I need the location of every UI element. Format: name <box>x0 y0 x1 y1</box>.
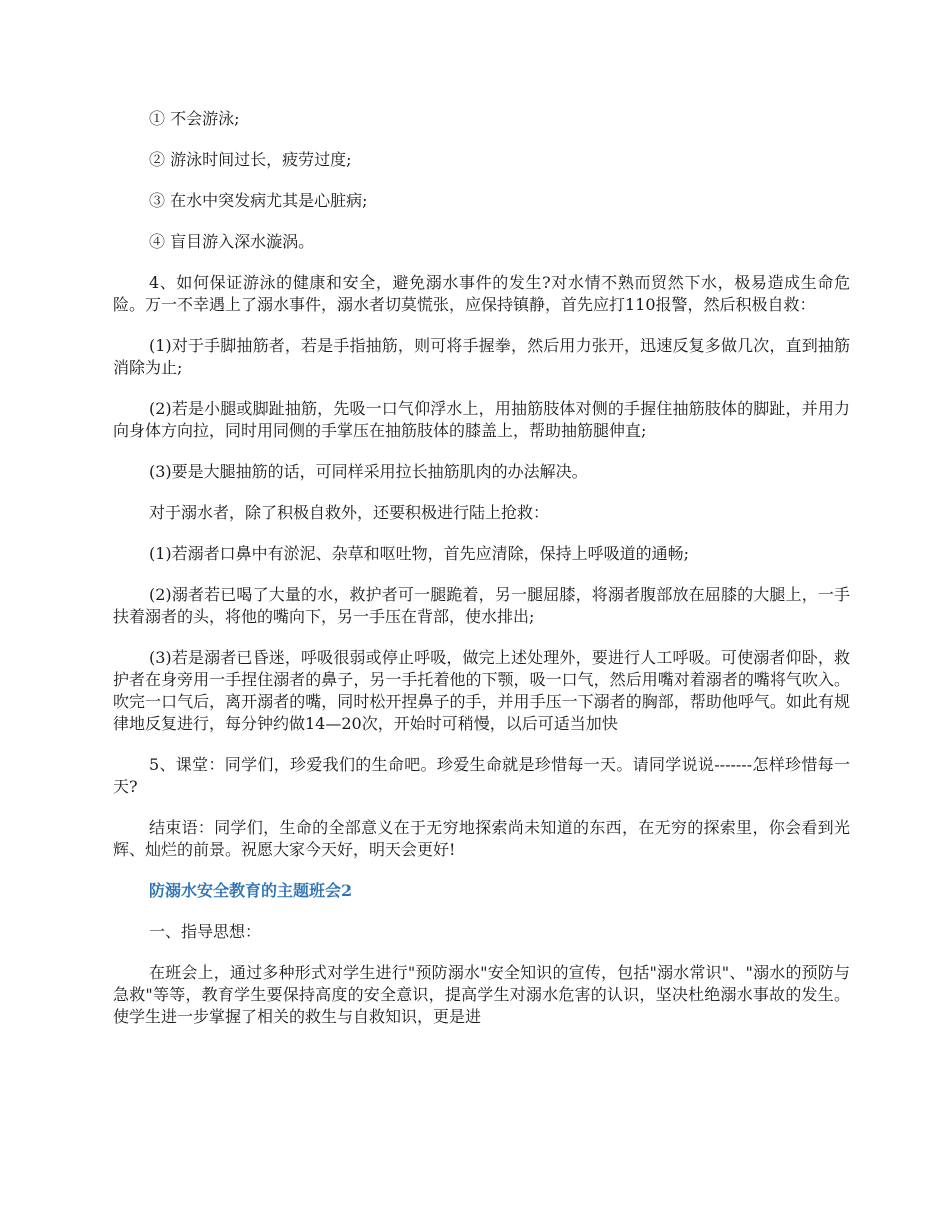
cause-item-1: ① 不会游泳; <box>149 109 240 128</box>
self-rescue-item-3: (3)要是大腿抽筋的话，可同样采用拉长抽筋肌肉的办法解决。 <box>149 462 588 481</box>
guide-paragraph: 在班会上，通过多种形式对学生进行"预防溺水"安全知识的宣传，包括"溺水常识"、"溺水的预防与急救"等等，教育学生要保持高度的安全意识，提高学生对溺水危害的认识，坚决杜绝溺水事故的发生。使学生进一步掌握了相关的救生与自救知识，更是进 <box>113 963 850 1026</box>
cause-item-2: ② 游泳时间过长，疲劳过度; <box>149 150 352 169</box>
closing-paragraph: 结束语：同学们，生命的全部意义在于无穷地探索尚未知道的东西，在无穷的探索里，你会看到光辉、灿烂的前景。祝愿大家今天好，明天会更好! <box>113 818 850 859</box>
cause-item-3: ③ 在水中突发病尤其是心脏病; <box>149 191 368 210</box>
section5-paragraph: 5、课堂：同学们，珍爱我们的生命吧。珍爱生命就是珍惜每一天。请同学说说-------怎样珍惜每一天? <box>113 755 850 796</box>
guide-heading: 一、指导思想： <box>149 922 262 941</box>
self-rescue-item-1: (1)对于手脚抽筋者，若是手指抽筋，则可将手握拳，然后用力张开，迅速反复多做几次，直到抽筋消除为止; <box>113 336 850 377</box>
cause-item-4: ④ 盲目游入深水漩涡。 <box>149 232 315 251</box>
shore-rescue-item-1: (1)若溺者口鼻中有淤泥、杂草和呕吐物，首先应清除，保持上呼吸道的通畅; <box>149 544 690 563</box>
section2-heading: 防溺水安全教育的主题班会2 <box>149 881 353 900</box>
shore-rescue-item-2: (2)溺者若已喝了大量的水，救护者可一腿跪着，另一腿屈膝，将溺者腹部放在屈膝的大腿上，一手扶着溺者的头，将他的嘴向下，另一手压在背部，使水排出; <box>113 585 850 626</box>
section4-intro: 4、如何保证游泳的健康和安全，避免溺水事件的发生?对水情不熟而贸然下水，极易造成生命危险。万一不幸遇上了溺水事件，溺水者切莫慌张，应保持镇静，首先应打110报警，然后积极自救： <box>113 273 850 314</box>
shore-rescue-intro: 对于溺水者，除了积极自救外，还要积极进行陆上抢救： <box>149 503 550 522</box>
document-page <box>113 108 850 1028</box>
self-rescue-item-2: (2)若是小腿或脚趾抽筋，先吸一口气仰浮水上，用抽筋肢体对侧的手握住抽筋肢体的脚趾，并用力向身体方向拉，同时用同侧的手掌压在抽筋肢体的膝盖上，帮助抽筋腿伸直; <box>113 399 850 440</box>
shore-rescue-item-3: (3)若是溺者已昏迷，呼吸很弱或停止呼吸，做完上述处理外，要进行人工呼吸。可使溺者仰卧，救护者在身旁用一手捏住溺者的鼻子，另一手托着他的下颚，吸一口气，然后用嘴对着溺者的嘴将气吹入。吹完一口气后，离开溺者的嘴，同时松开捏鼻子的手，并用手压一下溺者的胸部，帮助他呼气。如此有规律地反复进行，每分钟约做14—20次，开始时可稍慢，以后可适当加快 <box>113 648 850 733</box>
